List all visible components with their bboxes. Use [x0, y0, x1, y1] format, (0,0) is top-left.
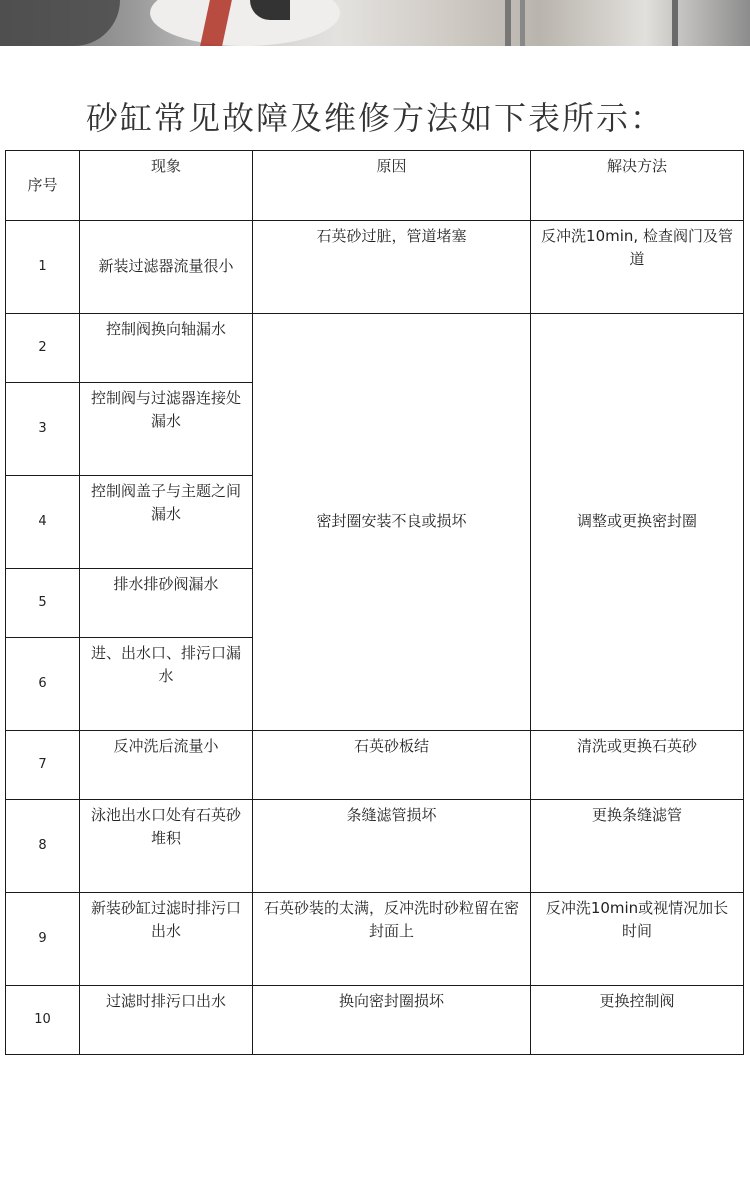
header-cause: 原因 [253, 151, 531, 221]
merged-solution: 调整或更换密封圈 [531, 314, 744, 731]
row-no: 7 [6, 731, 80, 800]
row-symptom: 新装过滤器流量很小 [80, 221, 253, 314]
row-symptom: 控制阀盖子与主题之间漏水 [80, 476, 253, 569]
table-row [6, 731, 744, 800]
row-no: 4 [6, 476, 80, 569]
row-cause: 换向密封圈损坏 [253, 986, 531, 1055]
row-symptom: 过滤时排污口出水 [80, 986, 253, 1055]
row-no: 1 [6, 221, 80, 314]
row-cause: 条缝滤管损坏 [253, 800, 531, 893]
row-no: 8 [6, 800, 80, 893]
row-symptom: 控制阀与过滤器连接处漏水 [80, 383, 253, 476]
page-title: 砂缸常见故障及维修方法如下表所示： [85, 99, 664, 138]
fault-table [5, 150, 744, 1055]
row-solution: 更换控制阀 [531, 986, 744, 1055]
row-solution: 清洗或更换石英砂 [531, 731, 744, 800]
table-row [6, 893, 744, 986]
row-no: 2 [6, 314, 80, 383]
row-cause: 石英砂装的太满，反冲洗时砂粒留在密封面上 [253, 893, 531, 986]
table-row [6, 314, 744, 383]
table-header-row [6, 151, 744, 221]
row-cause: 石英砂过脏，管道堵塞 [253, 221, 531, 314]
row-no: 3 [6, 383, 80, 476]
row-cause: 石英砂板结 [253, 731, 531, 800]
row-solution: 更换条缝滤管 [531, 800, 744, 893]
table-row [6, 221, 744, 314]
row-solution: 反冲洗10min或视情况加长时间 [531, 893, 744, 986]
row-no: 5 [6, 569, 80, 638]
row-symptom: 进、出水口、排污口漏水 [80, 638, 253, 731]
row-symptom: 新装砂缸过滤时排污口出水 [80, 893, 253, 986]
header-symptom: 现象 [80, 151, 253, 221]
table-row [6, 986, 744, 1055]
row-no: 9 [6, 893, 80, 986]
row-symptom: 控制阀换向轴漏水 [80, 314, 253, 383]
row-symptom: 泳池出水口处有石英砂堆积 [80, 800, 253, 893]
row-solution: 反冲洗10min, 检查阀门及管道 [531, 221, 744, 314]
row-no: 6 [6, 638, 80, 731]
row-no: 10 [6, 986, 80, 1055]
header-photo [0, 0, 750, 46]
header-solution: 解决方法 [531, 151, 744, 221]
header-no: 序号 [6, 151, 80, 221]
row-symptom: 反冲洗后流量小 [80, 731, 253, 800]
table-row [6, 800, 744, 893]
row-symptom: 排水排砂阀漏水 [80, 569, 253, 638]
merged-cause: 密封圈安装不良或损坏 [253, 314, 531, 731]
